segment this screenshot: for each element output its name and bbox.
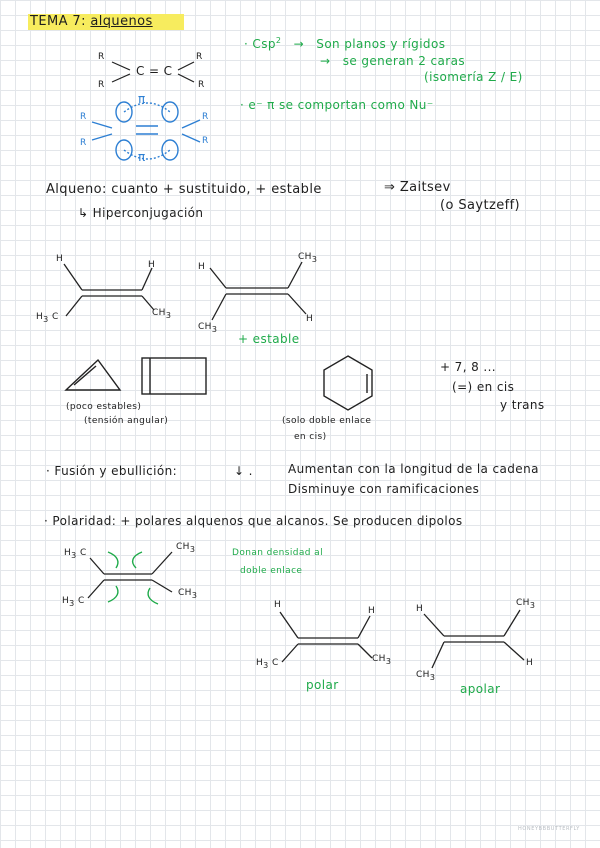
en-cis: en cis)	[294, 432, 327, 442]
note-planos: Son planos y rígidos	[316, 37, 446, 51]
h3c-3: 3	[263, 661, 269, 670]
label-ch3-apolar-2	[416, 670, 435, 682]
note-electron: · e⁻ π se comportan como Nu⁻	[240, 98, 434, 112]
label-r-2: R	[98, 80, 105, 90]
title-topic: alquenos	[90, 14, 153, 29]
ch3-3: 3	[189, 545, 196, 554]
watermark: HONEYBBBUTTERFLY	[518, 826, 580, 832]
ch3-ch: CH	[298, 252, 312, 262]
electron-donation-arrows	[108, 552, 158, 604]
igual-cis: (=) en cis	[452, 380, 515, 394]
h3c-3: 3	[69, 599, 75, 608]
ch3-3: 3	[311, 255, 318, 264]
fusion-label: · Fusión y ebullición:	[46, 464, 178, 478]
label-c-eq-c: C = C	[136, 64, 173, 78]
h3c-c: C	[271, 658, 279, 668]
label-h-apolar-2: H	[526, 658, 534, 668]
siete-ocho: + 7, 8 ...	[440, 360, 497, 374]
ch3-ch: CH	[416, 670, 430, 680]
ch3-3: 3	[385, 657, 392, 666]
label-h-a2-2: H	[306, 314, 314, 324]
h3c-h: H	[256, 658, 264, 668]
label-ch3-a2-1	[298, 252, 317, 264]
stability-line: Alqueno: cuanto + sustituido, + estable	[46, 182, 322, 197]
label-h-a1-1: H	[56, 254, 64, 264]
label-h-apolar-1: H	[416, 604, 424, 614]
tension-angular: (tensión angular)	[84, 416, 169, 426]
zaitsev: ⇒ Zaitsev	[384, 180, 451, 195]
label-h3c-a1	[36, 312, 59, 324]
label-r-1: R	[98, 52, 105, 62]
fusion-arrow: ↓ .	[234, 464, 253, 478]
cyclobutene-structure	[142, 358, 206, 394]
solo-doble-enlace: (solo doble enlace	[282, 416, 372, 426]
label-polar: polar	[306, 678, 339, 692]
ch3-ch: CH	[516, 598, 530, 608]
cyclopropene-structure	[66, 360, 120, 390]
note-csp2-sup: 2	[275, 36, 282, 45]
poco-estables: (poco estables)	[66, 402, 142, 412]
label-r-3: R	[196, 52, 203, 62]
ch3-ch: CH	[178, 588, 192, 598]
ch3-ch: CH	[176, 542, 190, 552]
ch3-3: 3	[529, 601, 536, 610]
h3c-h: H	[62, 596, 70, 606]
note-csp2-text: · Csp	[244, 37, 276, 51]
mas-estable: + estable	[238, 332, 300, 346]
label-blue-r-3: R	[202, 112, 209, 122]
label-h3c-p-1	[64, 548, 87, 560]
h3c-3: 3	[43, 315, 49, 324]
y-trans: y trans	[500, 398, 545, 412]
fusion-disminuye: Disminuye con ramificaciones	[288, 482, 480, 496]
ch3-ch: CH	[372, 654, 386, 664]
label-h3c-polar	[256, 658, 279, 670]
label-h-a1-2: H	[148, 260, 156, 270]
h3c-h: H	[36, 312, 44, 322]
zaitsev-alt: (o Saytzeff)	[440, 198, 521, 213]
note-csp2	[244, 36, 445, 51]
note-csp2-arrow: →	[293, 37, 305, 51]
label-blue-r-4: R	[202, 136, 209, 146]
label-r-4: R	[198, 80, 205, 90]
label-ch3-p-2	[178, 588, 197, 600]
label-apolar: apolar	[460, 682, 501, 696]
label-h-polar-2: H	[368, 606, 376, 616]
ch3-3: 3	[191, 591, 198, 600]
donan-densidad: Donan densidad al	[232, 548, 323, 558]
hiperconjugacion: ↳ Hiperconjugación	[78, 206, 204, 220]
label-blue-r-1: R	[80, 112, 87, 122]
ch3-3: 3	[429, 673, 436, 682]
alkene-structure-polar	[280, 612, 372, 662]
label-h-polar-1: H	[274, 600, 282, 610]
title-tema: TEMA 7:	[30, 14, 86, 29]
label-ch3-p-1	[176, 542, 195, 554]
orbital-drawing	[92, 102, 200, 160]
ch3-ch: CH	[198, 322, 212, 332]
note-caras-arrow: →	[320, 54, 331, 68]
ch3-3: 3	[211, 325, 218, 334]
h3c-c: C	[79, 548, 87, 558]
alkene-structure-polar-arrows	[88, 552, 172, 598]
doble-enlace: doble enlace	[240, 566, 303, 576]
h3c-3: 3	[71, 551, 77, 560]
label-h3c-p-2	[62, 596, 85, 608]
label-ch3-apolar-1	[516, 598, 535, 610]
label-ch3-polar	[372, 654, 391, 666]
h3c-c: C	[77, 596, 85, 606]
label-h-a2-1: H	[198, 262, 206, 272]
alkene-structure-2	[210, 262, 306, 320]
label-pi-bottom: π	[138, 150, 146, 164]
alkene-structure-1	[64, 264, 154, 316]
cyclohexene-structure	[324, 356, 372, 410]
fusion-aumentan: Aumentan con la longitud de la cadena	[288, 462, 539, 476]
label-blue-r-2: R	[80, 138, 87, 148]
polaridad-line: · Polaridad: + polares alquenos que alcanos. Se producen dipolos	[44, 514, 463, 528]
h3c-c: C	[51, 312, 59, 322]
note-caras-text: se generan 2 caras	[342, 54, 465, 68]
ch3-3: 3	[165, 311, 172, 320]
alkene-structure-apolar	[424, 610, 524, 668]
ch3-ch: CH	[152, 308, 166, 318]
note-isomeria: (isomería Z / E)	[424, 70, 523, 84]
label-ch3-a1	[152, 308, 171, 320]
note-caras	[320, 54, 465, 68]
label-ch3-a2-2	[198, 322, 217, 334]
h3c-h: H	[64, 548, 72, 558]
label-pi-top: π	[138, 92, 146, 106]
